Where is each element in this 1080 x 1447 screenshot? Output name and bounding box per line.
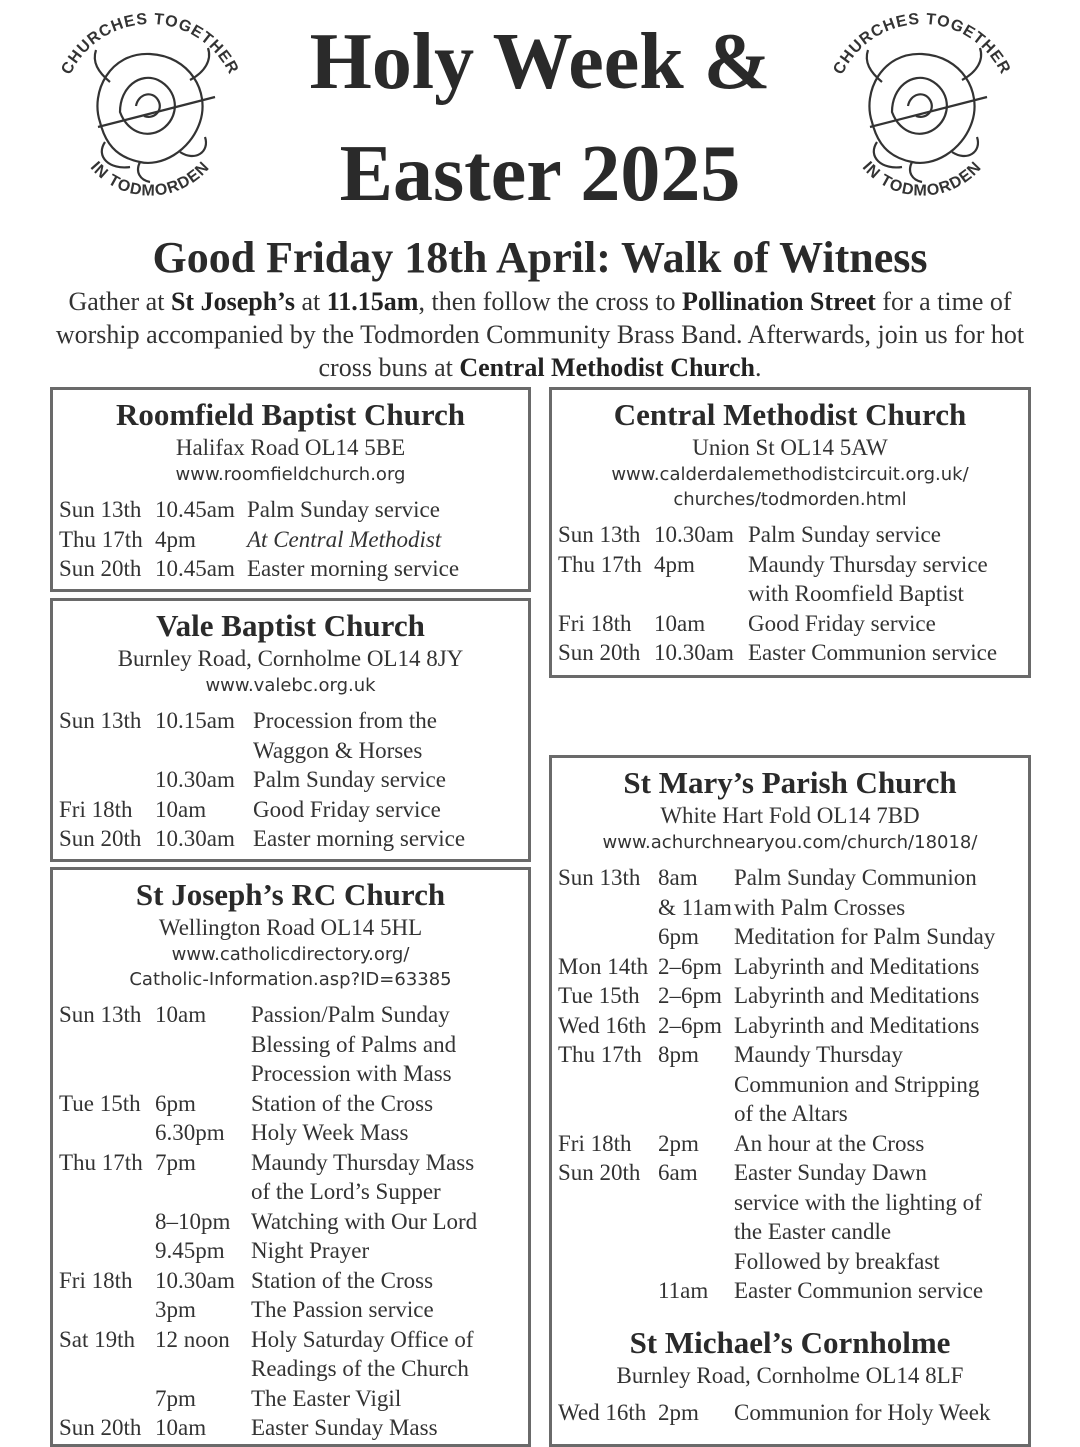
service-event: Labyrinth and Meditations: [734, 983, 980, 1008]
service-event: of the Lord’s Supper: [251, 1179, 441, 1204]
service-time: [155, 736, 253, 766]
service-day: Sun 20th: [558, 1160, 641, 1185]
service-row: [59, 1325, 477, 1355]
service-row: [558, 1217, 995, 1247]
service-row: [59, 1118, 477, 1148]
service-time: & 11am: [658, 894, 732, 920]
service-event: Palm Sunday service: [253, 767, 446, 792]
service-time: [658, 1188, 734, 1218]
service-day: Wed 16th: [558, 1399, 647, 1425]
service-day: [558, 1217, 658, 1247]
service-day: [59, 1295, 155, 1325]
service-row: [59, 795, 465, 825]
church-address: White Hart Fold OL14 7BD: [660, 803, 920, 828]
service-row: [558, 1040, 995, 1070]
service-time: 2pm: [658, 1399, 699, 1425]
service-event: Palm Sunday service: [247, 497, 440, 522]
service-time: [155, 1177, 251, 1207]
service-row: [558, 981, 995, 1011]
service-row: [558, 1247, 995, 1277]
service-day: Sun 20th: [59, 826, 142, 851]
service-time: 6pm: [155, 1090, 196, 1116]
church-website: www.valebc.org.uk: [205, 675, 376, 696]
service-day: Sun 20th: [59, 1415, 142, 1440]
service-row: [59, 554, 459, 584]
central-methodist-box: [549, 387, 1031, 678]
service-row: [558, 609, 997, 639]
service-day: [59, 1059, 155, 1089]
service-row: [59, 495, 459, 525]
service-day: Wed 16th: [558, 1012, 647, 1038]
service-day: Fri 18th: [558, 1130, 632, 1156]
service-row: [59, 736, 465, 766]
rose-icon: [40, 2, 260, 222]
service-event: Followed by breakfast: [734, 1248, 940, 1274]
service-time: 10am: [155, 796, 207, 822]
service-table: [59, 495, 459, 584]
service-time: [658, 1217, 734, 1247]
service-time: 9.45pm: [155, 1238, 225, 1263]
service-row: [558, 520, 997, 550]
service-time: 10am: [155, 1002, 207, 1027]
service-time: 2–6pm: [658, 953, 722, 979]
good-friday-headline: Good Friday 18th April: Walk of Witness: [152, 233, 928, 282]
service-event: The Easter Vigil: [251, 1385, 402, 1411]
service-event: Labyrinth and Meditations: [734, 1012, 980, 1038]
service-row: [59, 1266, 477, 1296]
service-row: [558, 952, 995, 982]
service-row: [558, 579, 997, 609]
church-website-line-1: www.catholicdirectory.org/: [171, 944, 410, 965]
service-day: [558, 893, 658, 923]
service-row: [59, 1384, 477, 1414]
service-day: Thu 17th: [558, 1042, 642, 1067]
service-row: [59, 1089, 477, 1119]
service-day: Fri 18th: [59, 1267, 133, 1293]
service-event: Watching with Our Lord: [251, 1208, 478, 1234]
service-time: 6pm: [658, 924, 699, 949]
service-day: Sun 13th: [59, 497, 142, 522]
service-row: [558, 1158, 995, 1188]
service-event: Maundy Thursday service: [748, 551, 988, 577]
st-michaels-address: Burnley Road, Cornholme OL14 8LF: [616, 1362, 964, 1388]
service-row: [558, 1070, 995, 1100]
service-row: [558, 1129, 995, 1159]
service-row: [558, 1276, 995, 1306]
church-address: Union St OL14 5AW: [692, 435, 888, 460]
service-day: Sun 13th: [558, 522, 641, 547]
service-day: [59, 1384, 155, 1414]
service-event: Waggon & Horses: [253, 737, 423, 763]
service-time: 8am: [658, 865, 698, 890]
service-time: [658, 1099, 734, 1129]
service-row: [59, 525, 459, 555]
service-time: 7pm: [155, 1149, 196, 1175]
walk-of-witness-intro: Gather at St Joseph’s at 11.15am, then follow the cross to Pollination Street for a time of worship accompanied by the Todmorden Community Brass Band. Afterwards, join us for hot cross buns at Central Methodist Church.: [55, 287, 1025, 382]
service-row: [558, 1099, 995, 1129]
service-time: 4pm: [155, 526, 196, 552]
service-time: [155, 1059, 251, 1089]
service-event: Palm Sunday Communion: [734, 865, 977, 890]
service-day: Thu 17th: [59, 526, 143, 552]
service-row: [558, 863, 995, 893]
st-michaels-service-table: [558, 1398, 990, 1428]
service-day: Sun 13th: [59, 1002, 142, 1027]
church-name: St Joseph’s RC Church: [135, 877, 446, 912]
service-row: [558, 1398, 990, 1428]
service-day: [558, 579, 654, 609]
service-event: Easter Communion service: [734, 1278, 984, 1303]
service-event: Easter morning service: [247, 556, 460, 581]
church-name: Vale Baptist Church: [156, 608, 425, 643]
service-time: 11am: [658, 1278, 709, 1303]
service-row: [558, 1011, 995, 1041]
church-website-line-2: churches/todmorden.html: [673, 489, 907, 510]
service-day: [59, 1354, 155, 1384]
service-event: The Passion service: [251, 1297, 434, 1322]
church-address: Wellington Road OL14 5HL: [158, 915, 423, 940]
service-event: Night Prayer: [251, 1238, 370, 1263]
service-table: [59, 1000, 477, 1443]
service-day: Fri 18th: [59, 796, 133, 822]
roomfield-baptist-box: [50, 387, 531, 592]
service-time: 10.15am: [155, 708, 235, 733]
church-address: Burnley Road, Cornholme OL14 8JY: [117, 646, 464, 671]
service-time: 10.30am: [654, 640, 734, 665]
service-time: [155, 1354, 251, 1384]
service-time: 10.45am: [155, 556, 235, 581]
service-day: Thu 17th: [59, 1149, 143, 1175]
service-event: Communion for Holy Week: [734, 1399, 991, 1425]
service-time: 10am: [654, 610, 706, 636]
service-event: Station of the Cross: [251, 1090, 434, 1116]
church-address: Halifax Road OL14 5BE: [175, 435, 406, 460]
service-time: 8–10pm: [155, 1208, 231, 1234]
service-row: [59, 765, 465, 795]
service-table: [558, 520, 997, 668]
church-website: www.achurchnearyou.com/church/18018/: [602, 832, 978, 853]
service-event: Easter Sunday Dawn: [734, 1160, 927, 1185]
service-time: [658, 1247, 734, 1277]
service-row: [558, 550, 997, 580]
service-table: [59, 706, 465, 854]
service-day: Sun 20th: [558, 640, 641, 665]
church-website: www.roomfieldchurch.org: [175, 464, 406, 485]
service-time: 10.30am: [155, 826, 235, 851]
service-day: [558, 1247, 658, 1277]
service-day: Sun 13th: [558, 865, 641, 890]
service-event: service with the lighting of: [734, 1189, 982, 1215]
rose-icon: [812, 2, 1032, 222]
service-event: Easter Sunday Mass: [251, 1415, 438, 1440]
service-time: 7pm: [155, 1385, 196, 1411]
service-row: [59, 1413, 477, 1443]
service-row: [59, 1000, 477, 1030]
service-time: [658, 1070, 734, 1100]
service-time: 6.30pm: [155, 1120, 225, 1145]
service-row: [59, 1059, 477, 1089]
service-day: [59, 765, 155, 795]
churches-together-logo-right: [812, 2, 1032, 222]
service-event: Holy Week Mass: [251, 1120, 409, 1145]
service-event: with Palm Crosses: [734, 894, 906, 920]
service-event: An hour at the Cross: [734, 1130, 925, 1156]
service-row: [558, 1188, 995, 1218]
page-title: [260, 6, 820, 230]
service-day: Mon 14th: [558, 953, 649, 979]
service-day: [59, 736, 155, 766]
service-row: [59, 1295, 477, 1325]
service-day: Thu 17th: [558, 551, 642, 577]
svg-text:CHURCHES TOGETHER: CHURCHES TOGETHER: [830, 10, 1014, 78]
service-row: [59, 706, 465, 736]
title-line-1: Holy Week &: [309, 18, 771, 106]
service-row: [558, 922, 995, 952]
service-time: 10.30am: [654, 522, 734, 547]
service-event: Palm Sunday service: [748, 522, 941, 547]
service-day: [558, 1099, 658, 1129]
service-event: Easter morning service: [253, 826, 466, 851]
st-marys-box: [549, 755, 1031, 1447]
service-day: Sun 13th: [59, 708, 142, 733]
service-time: 12 noon: [155, 1326, 230, 1352]
svg-text:IN TODMORDEN: IN TODMORDEN: [86, 158, 214, 200]
vale-baptist-box: [50, 598, 531, 862]
church-website-line-1: www.calderdalemethodistcircuit.org.uk/: [611, 464, 969, 485]
service-time: 2–6pm: [658, 1012, 722, 1038]
service-day: Fri 18th: [558, 610, 632, 636]
church-name: St Mary’s Parish Church: [623, 765, 957, 800]
service-row: [59, 824, 465, 854]
st-josephs-box: [50, 867, 531, 1447]
service-time: 10.30am: [155, 1267, 235, 1293]
service-row: [59, 1148, 477, 1178]
service-event: Passion/Palm Sunday: [251, 1002, 450, 1027]
service-event: Procession from the: [253, 708, 437, 733]
service-row: [59, 1354, 477, 1384]
service-day: [59, 1177, 155, 1207]
church-name: Central Methodist Church: [613, 397, 967, 432]
svg-text:IN TODMORDEN: IN TODMORDEN: [858, 158, 986, 200]
service-row: [558, 638, 997, 668]
service-day: [558, 1188, 658, 1218]
service-event: the Easter candle: [734, 1219, 892, 1244]
service-event: Labyrinth and Meditations: [734, 953, 980, 979]
service-event: Good Friday service: [253, 796, 441, 822]
service-event: Good Friday service: [748, 610, 936, 636]
service-event: with Roomfield Baptist: [748, 581, 964, 606]
service-event: Holy Saturday Office of: [251, 1326, 474, 1352]
service-day: Sat 19th: [59, 1326, 136, 1352]
svg-text:CHURCHES TOGETHER: CHURCHES TOGETHER: [58, 10, 242, 78]
service-time: 6am: [658, 1160, 698, 1185]
service-event: Easter Communion service: [748, 640, 998, 665]
service-event: Meditation for Palm Sunday: [734, 924, 996, 949]
service-time: 3pm: [155, 1297, 196, 1322]
service-event: Readings of the Church: [251, 1356, 469, 1381]
service-day: [558, 1070, 658, 1100]
service-day: Tue 15th: [59, 1090, 141, 1116]
service-day: [558, 922, 658, 952]
service-row: [59, 1207, 477, 1237]
service-event: Maundy Thursday Mass: [251, 1149, 475, 1175]
church-website-line-2: Catholic-Information.asp?ID=63385: [129, 969, 452, 990]
service-event: of the Altars: [734, 1101, 848, 1126]
service-day: [558, 1276, 658, 1306]
service-event: Blessing of Palms and: [251, 1031, 457, 1057]
service-time: 10am: [155, 1415, 207, 1440]
service-time: 8pm: [658, 1042, 699, 1067]
service-row: [558, 893, 995, 923]
service-time: 10.30am: [155, 767, 235, 792]
service-day: [59, 1207, 155, 1237]
service-day: [59, 1236, 155, 1266]
title-line-2: Easter 2025: [339, 130, 741, 218]
service-event: Maundy Thursday: [734, 1042, 903, 1067]
st-michaels-name: St Michael’s Cornholme: [629, 1324, 951, 1360]
service-time: 4pm: [654, 551, 695, 577]
service-time: 2pm: [658, 1130, 699, 1156]
churches-together-logo-left: [40, 2, 260, 222]
service-row: [59, 1236, 477, 1266]
service-row: [59, 1177, 477, 1207]
service-time: 2–6pm: [658, 983, 722, 1008]
service-day: [59, 1118, 155, 1148]
service-row: [59, 1030, 477, 1060]
service-event: At Central Methodist: [247, 526, 442, 552]
service-event: Communion and Stripping: [734, 1071, 980, 1097]
service-table: [558, 863, 995, 1306]
service-day: Sun 20th: [59, 556, 142, 581]
service-time: [654, 579, 748, 609]
service-time: [155, 1030, 251, 1060]
service-event: Station of the Cross: [251, 1267, 434, 1293]
service-day: Tue 15th: [558, 983, 640, 1008]
service-event: Procession with Mass: [251, 1061, 452, 1086]
church-name: Roomfield Baptist Church: [115, 397, 466, 432]
service-time: 10.45am: [155, 497, 235, 522]
service-day: [59, 1030, 155, 1060]
